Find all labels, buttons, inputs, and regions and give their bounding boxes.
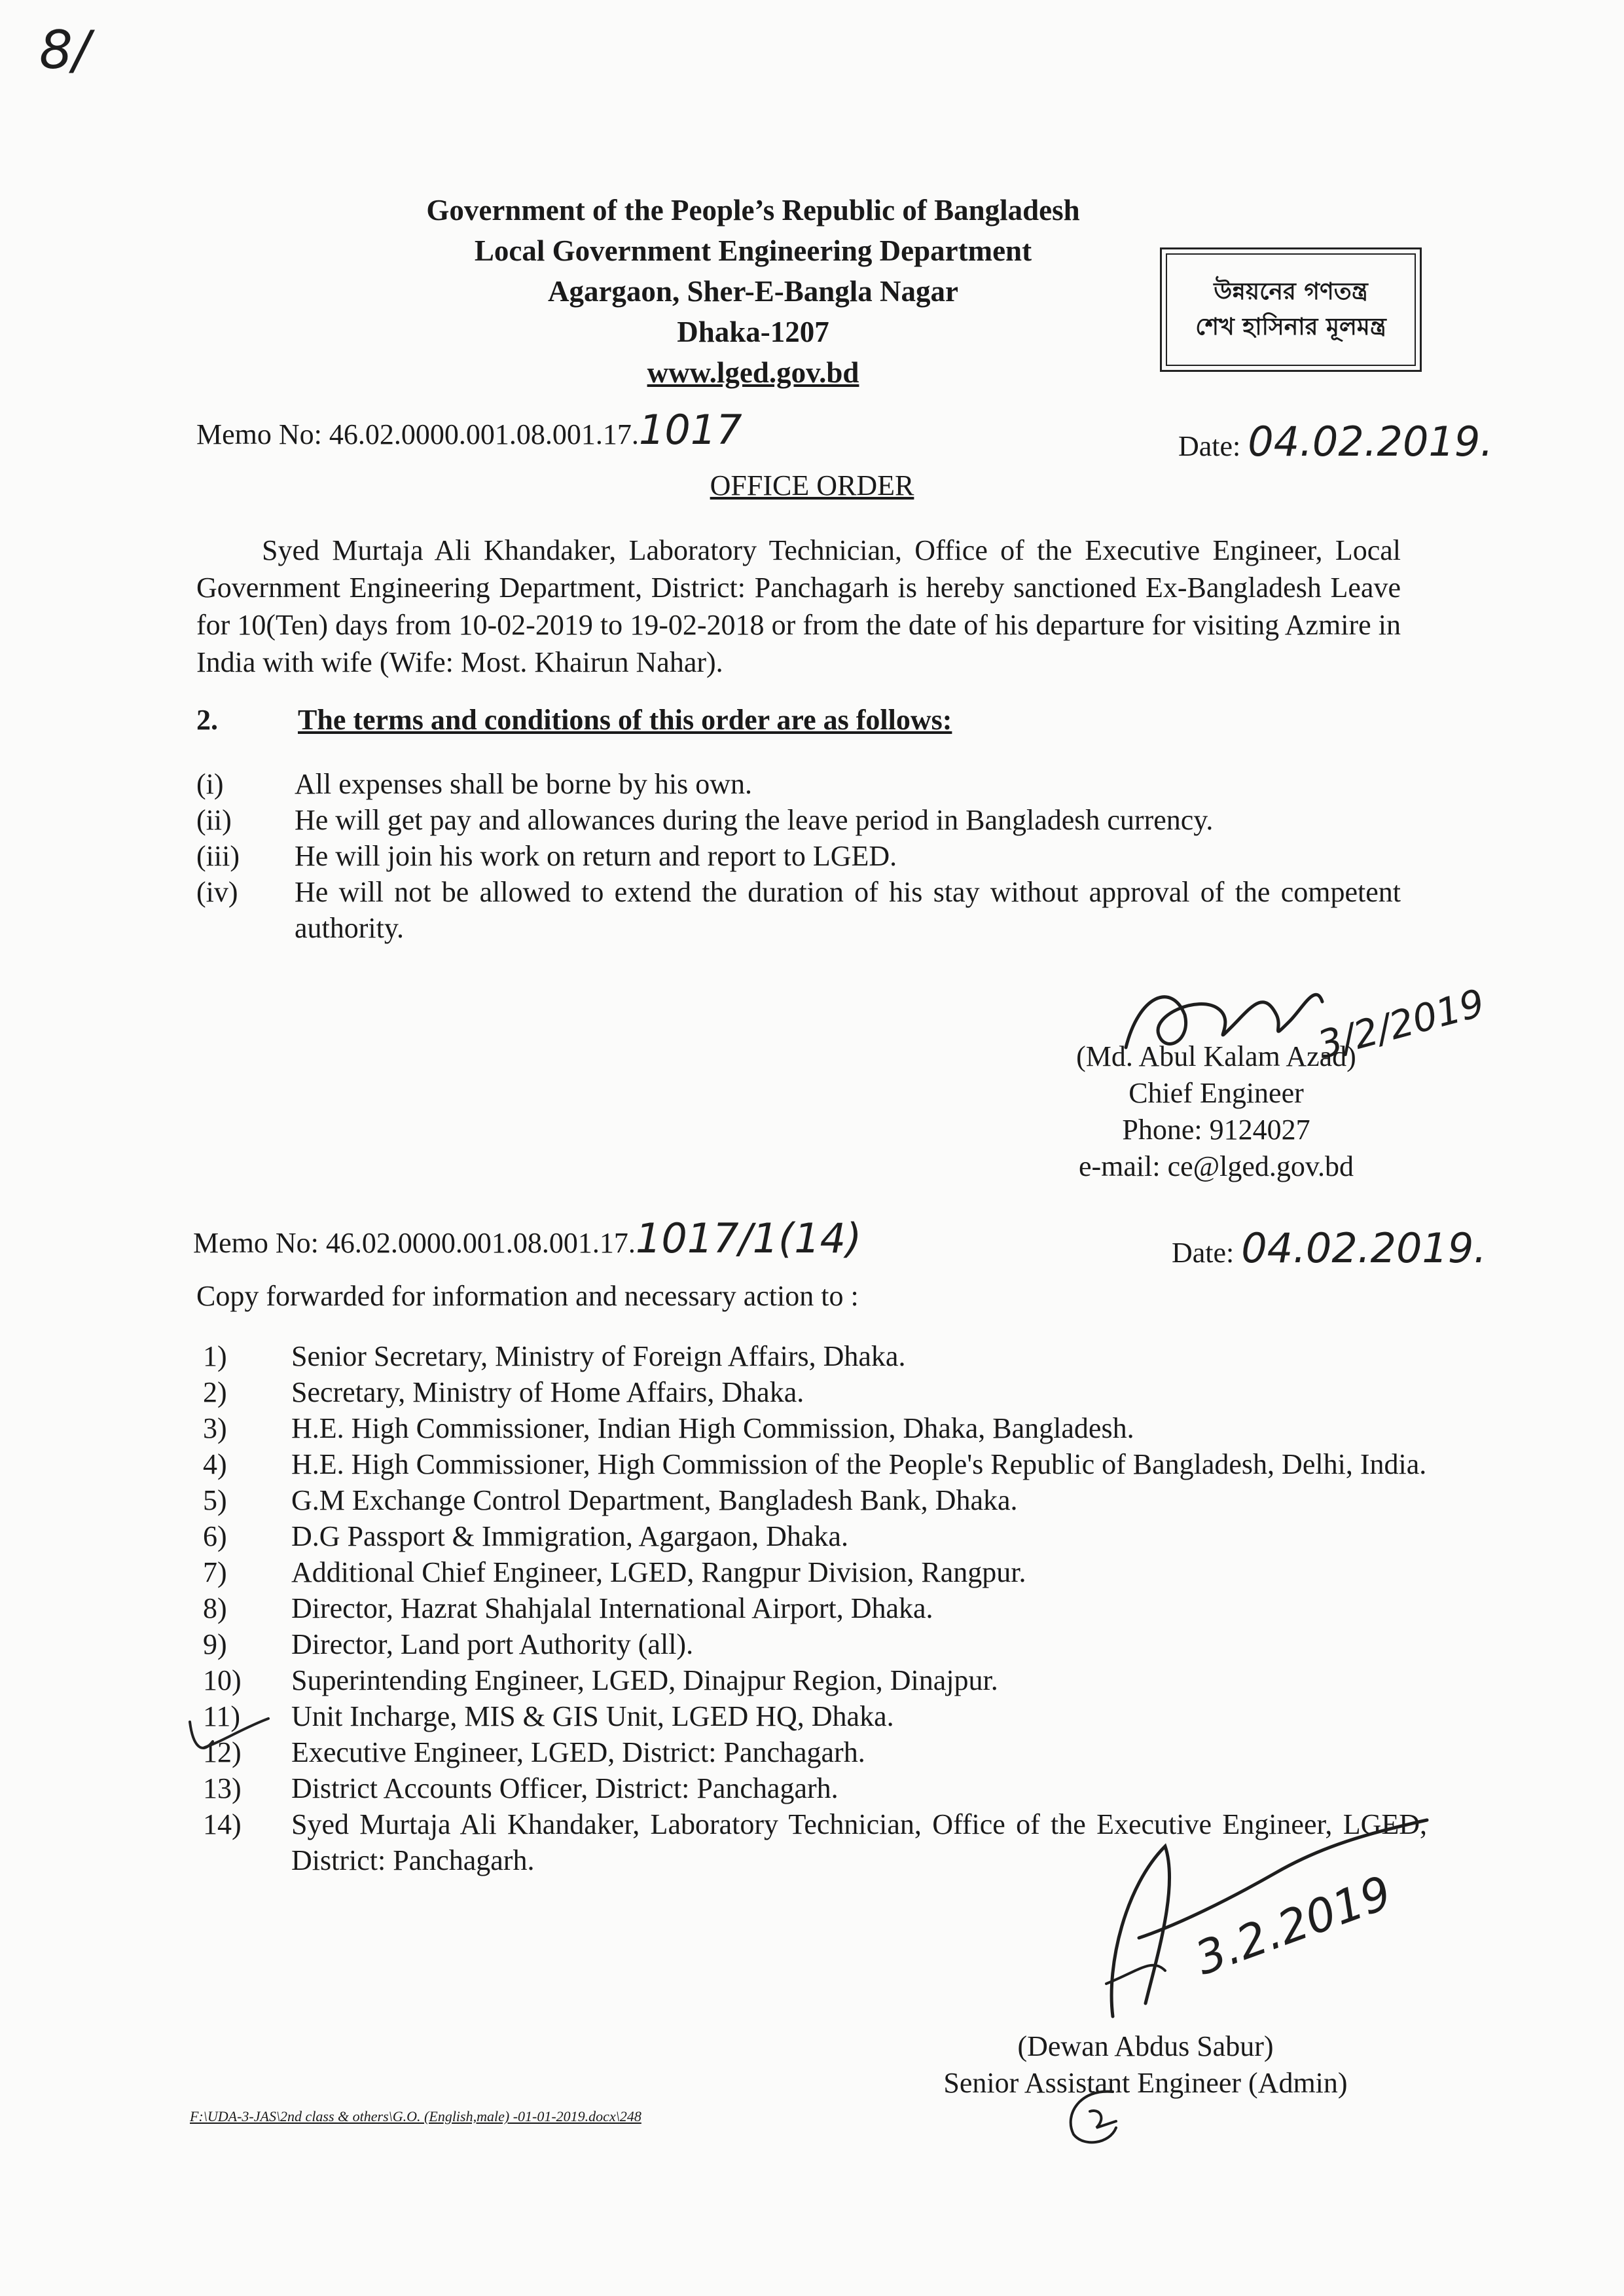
- letterhead-line-address: Agargaon, Sher-E-Bangla Nagar: [547, 275, 959, 308]
- list-item: (iv) He will not be allowed to extend the duration of his stay without approval of the competent authority.: [196, 876, 1401, 944]
- memo-handwritten-number: 1017/1(14): [635, 1214, 862, 1262]
- handwritten-date: 04.02.2019.: [1248, 418, 1493, 465]
- terms-number: 2.: [196, 704, 218, 736]
- list-item: 7) Additional Chief Engineer, LGED, Rangpur Division, Rangpur.: [203, 1556, 1026, 1588]
- slogan-line-1: উন্নয়নের গণতন্ত্র: [1214, 278, 1368, 305]
- date-label: Date:: [1178, 430, 1241, 462]
- terms-heading: [196, 703, 952, 737]
- list-item: 8) Director, Hazrat Shahjalal International Airport, Dhaka.: [203, 1592, 933, 1624]
- list-item: 2) Secretary, Ministry of Home Affairs, Dhaka.: [203, 1376, 804, 1408]
- list-item: 5) G.M Exchange Control Department, Bangladesh Bank, Dhaka.: [203, 1484, 1018, 1516]
- list-item: 11) Unit Incharge, MIS & GIS Unit, LGED HQ, Dhaka.: [203, 1700, 894, 1732]
- signatory-email: e-mail: ce@lged.gov.bd: [1078, 1150, 1354, 1182]
- order-paragraph: Syed Murtaja Ali Khandaker, Laboratory Technician, Office of the Executive Engineer, Local Government Engineering Department, District: Panchagarh is hereby sanctioned Ex-Bangladesh Leave for 10(Ten) days from 10-02-2019 to 19-02-2018 or from the date of his departure for visiting Azmire in India with wife (Wife: Most. Khairun Nahar).: [196, 534, 1401, 678]
- list-item: (i) All expenses shall be borne by his own.: [196, 768, 752, 800]
- file-path-footer: F:\UDA-3-JAS\2nd class & others\G.O. (English,male) -01-01-2019.docx\248: [190, 2108, 641, 2124]
- memo-handwritten-number: 1017: [638, 406, 742, 454]
- list-item: 9) Director, Land port Authority (all).: [203, 1628, 694, 1660]
- signatory-name: (Md. Abul Kalam Azad): [1076, 1040, 1356, 1072]
- handwritten-date: 04.02.2019.: [1241, 1224, 1487, 1272]
- list-item: 14) Syed Murtaja Ali Khandaker, Laboratory Technician, Office of the Executive Engineer, LGED, District: Panchagarh.: [203, 1808, 1427, 1876]
- list-item: 10) Superintending Engineer, LGED, Dinajpur Region, Dinajpur.: [203, 1664, 998, 1696]
- terms-heading-text: The terms and conditions of this order are as follows:: [298, 704, 952, 736]
- list-item: 3) H.E. High Commissioner, Indian High Commission, Dhaka, Bangladesh.: [203, 1412, 1134, 1444]
- list-item: 6) D.G Passport & Immigration, Agargaon, Dhaka.: [203, 1520, 848, 1552]
- handwritten-tick-mark: [183, 1715, 275, 1768]
- signatory-name: (Dewan Abdus Sabur): [1017, 2030, 1274, 2062]
- list-item: 12) Executive Engineer, LGED, District: Panchagarh.: [203, 1736, 865, 1768]
- slogan-line-2: শেখ হাসিনার মূলমন্ত্র: [1195, 314, 1386, 340]
- terms-list: [196, 766, 1401, 946]
- copy-list: [196, 1338, 1427, 1878]
- letterhead-line-department: Local Government Engineering Department: [474, 234, 1032, 267]
- memo-label: Memo No: 46.02.0000.001.08.001.17.: [196, 418, 639, 450]
- handwritten-initial-mark: [1054, 2082, 1132, 2154]
- signatory-designation: Chief Engineer: [1128, 1077, 1304, 1109]
- signatory-block-2: [916, 2028, 1375, 2102]
- memo-number-line: [196, 406, 742, 454]
- memo-label: Memo No: 46.02.0000.001.08.001.17.: [193, 1227, 636, 1259]
- list-item: 4) H.E. High Commissioner, High Commission of the People's Republic of Bangladesh, Delhi, India.: [203, 1448, 1427, 1480]
- list-item: 1) Senior Secretary, Ministry of Foreign Affairs, Dhaka.: [203, 1340, 906, 1372]
- memo-date: [1178, 418, 1493, 465]
- memo-number-line-2: [193, 1214, 861, 1262]
- signatory-phone: Phone: 9124027: [1122, 1114, 1310, 1146]
- letterhead-line-city: Dhaka-1207: [677, 316, 829, 348]
- signatory-block-1: [1059, 1038, 1373, 1185]
- memo-date-2: [1172, 1224, 1487, 1272]
- signature-date-2: 3.2.2019: [1188, 1865, 1399, 1986]
- list-item: 13) District Accounts Officer, District: Panchagarh.: [203, 1772, 839, 1804]
- date-label: Date:: [1172, 1237, 1235, 1269]
- list-item: (iii) He will join his work on return and report to LGED.: [196, 840, 897, 872]
- corner-handwritten-mark: 8/: [39, 20, 90, 81]
- signatory-designation: Senior Assistant Engineer (Admin): [943, 2067, 1348, 2099]
- document-title: OFFICE ORDER: [710, 469, 914, 501]
- list-item: (ii) He will get pay and allowances during the leave period in Bangladesh currency.: [196, 804, 1214, 836]
- letterhead-line-government: Government of the People’s Republic of Bangladesh: [426, 194, 1080, 227]
- signature-date-1: 3/2/2019: [1312, 980, 1489, 1068]
- slogan-box: [1160, 247, 1422, 372]
- letterhead-website: www.lged.gov.bd: [647, 356, 859, 389]
- copy-forward-line: Copy forwarded for information and necessary action to :: [196, 1280, 859, 1312]
